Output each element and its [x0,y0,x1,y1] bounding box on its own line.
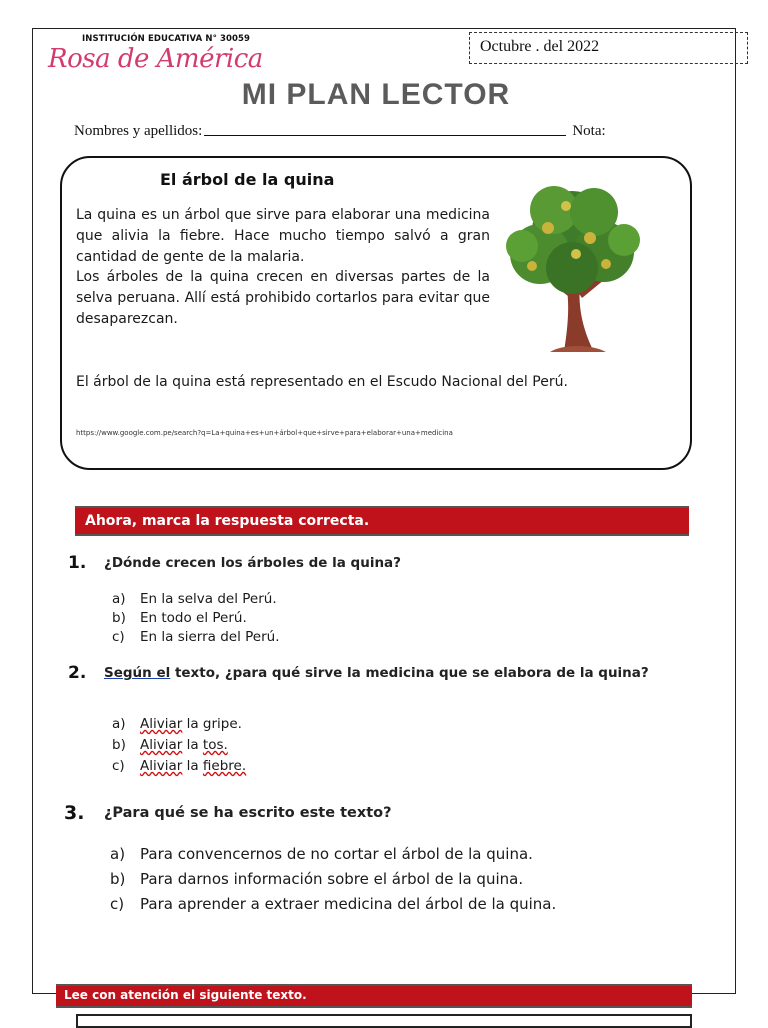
question-2-number: 2. [68,663,87,683]
next-reading-frame [76,1014,692,1028]
question-1-number: 1. [68,553,87,573]
school-logo-text: Rosa de América [48,44,263,74]
question-3-option-b[interactable]: b) Para darnos información sobre el árbol de la quina. [110,870,524,888]
name-line [74,123,606,140]
instruction-banner: Ahora, marca la respuesta correcta. [75,506,689,536]
date-text: Octubre . del 2022 [480,38,600,55]
name-blank-field[interactable] [204,135,566,136]
reading-paragraph-1: La quina es un árbol que sirve para elaborar una medicina que alivia la fiebre. Hace mucho tiempo salvó a gran cantidad de gente de la malaria. [76,207,490,265]
question-3-number: 3. [64,802,85,824]
institution-label: INSTITUCIÓN EDUCATIVA N° 30059 [82,34,251,44]
name-label: Nombres y apellidos: [74,123,203,139]
reading-title: El árbol de la quina [160,170,335,189]
question-1-option-c[interactable]: c) En la sierra del Perú. [112,629,280,645]
question-3-option-a[interactable]: a) Para convencernos de no cortar el árbol de la quina. [110,845,533,863]
page-title: MI PLAN LECTOR [241,78,511,111]
source-link[interactable]: https://www.google.com.pe/search?q=La+quina+es+un+árbol+que+sirve+para+elaborar+una+medicina [76,429,453,437]
date-box [469,32,748,64]
tree-icon [502,176,642,352]
grade-label: Nota: [572,123,606,139]
question-2-option-b[interactable]: b) Aliviar la tos. [112,737,228,753]
reading-paragraph-2: Los árboles de la quina crecen en diversas partes de la selva peruana. Allí está prohibido cortarlos para evitar que desaparezcan. [76,269,490,327]
question-2-option-c[interactable]: c) Aliviar la fiebre. [112,758,247,774]
reading-paragraph-3: El árbol de la quina está representado en el Escudo Nacional del Perú. [76,374,568,390]
question-2-option-a[interactable]: a) Aliviar la gripe. [112,716,242,732]
question-3-text: ¿Para qué se ha escrito este texto? [104,805,392,821]
question-1-text: ¿Dónde crecen los árboles de la quina? [104,555,401,571]
question-1-option-a[interactable]: a) En la selva del Perú. [112,591,277,607]
reading-text [76,205,490,330]
instruction-banner-2: Lee con atención el siguiente texto. [56,984,692,1008]
question-2-text: Según el texto, ¿para qué sirve la medicina que se elabora de la quina? [104,665,649,681]
question-1-option-b[interactable]: b) En todo el Perú. [112,610,247,626]
question-3-option-c[interactable]: c) Para aprender a extraer medicina del árbol de la quina. [110,895,557,913]
